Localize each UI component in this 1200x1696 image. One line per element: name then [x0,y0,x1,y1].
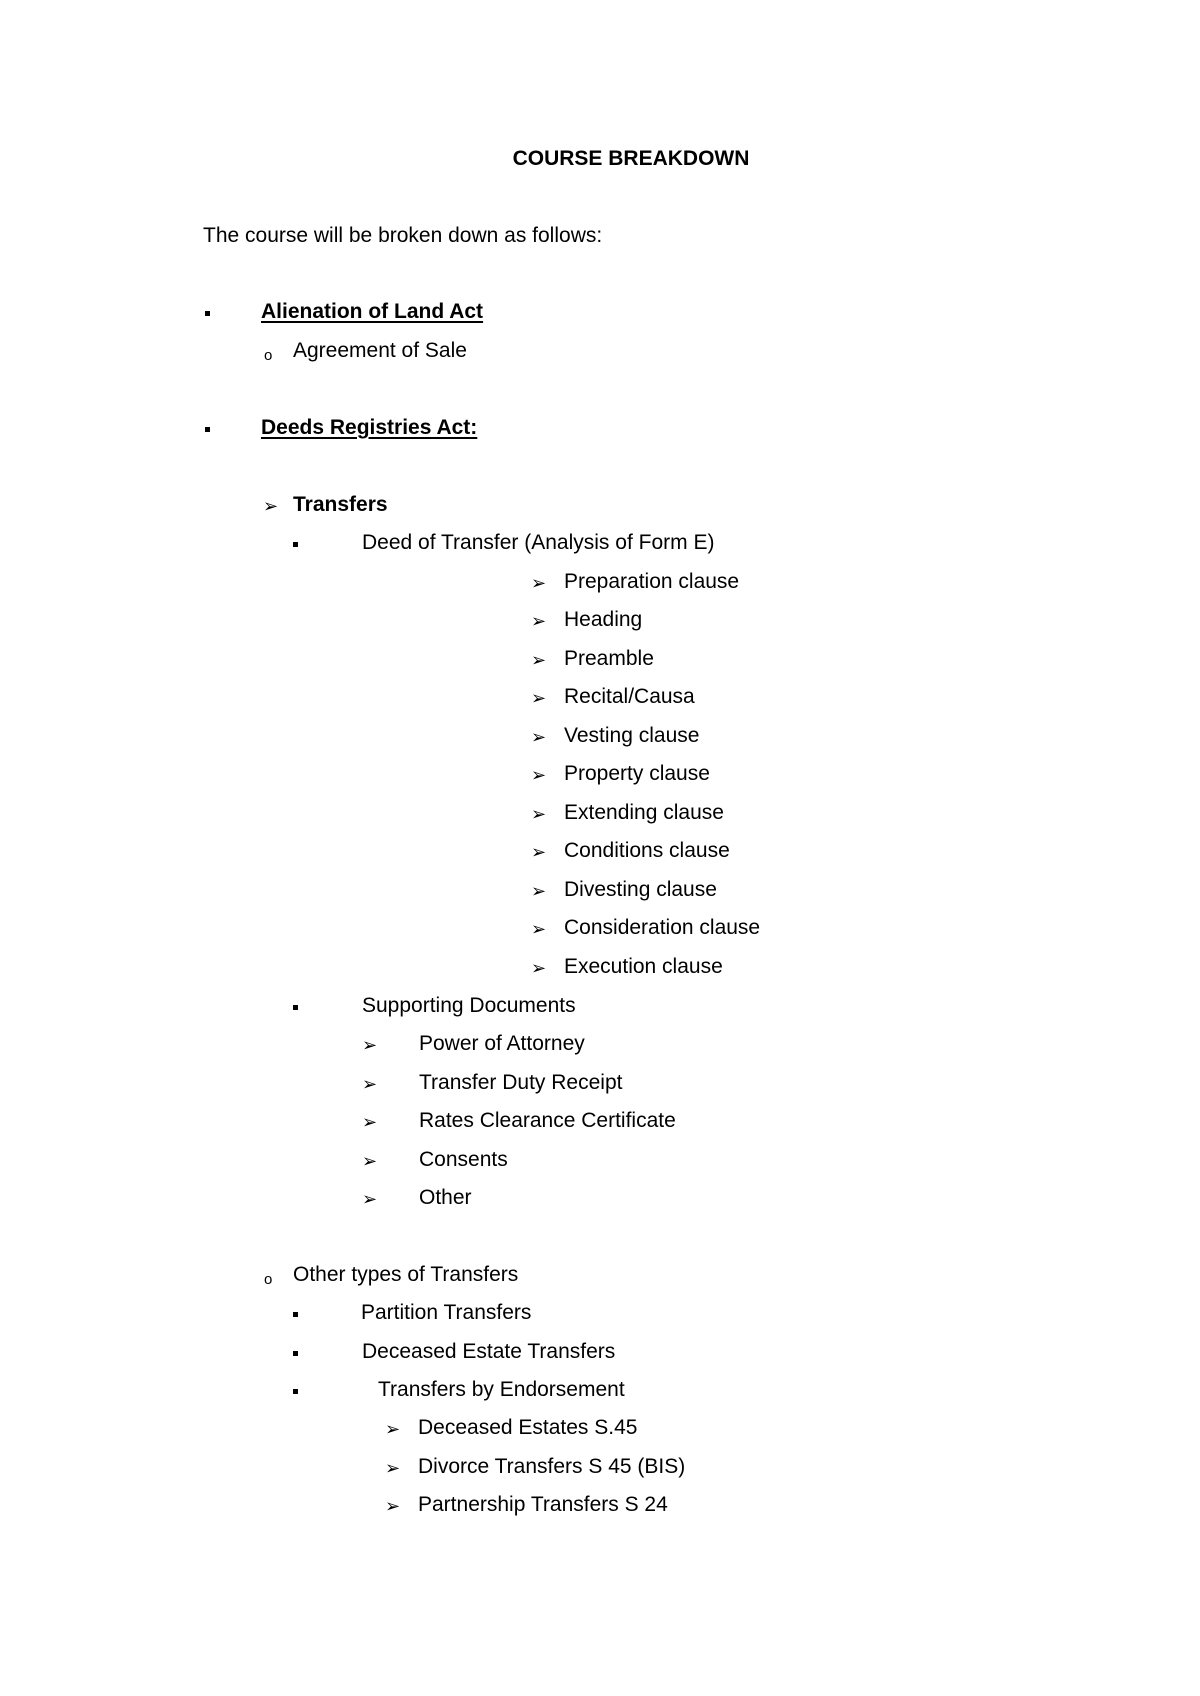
clause-item: Preamble [564,647,654,670]
clause-item: Execution clause [564,955,723,978]
clause-item: Vesting clause [564,724,700,747]
square-bullet-icon [293,542,298,547]
arrow-bullet-icon: ➢ [531,842,547,862]
clause-item: Heading [564,608,643,631]
page-title: COURSE BREAKDOWN [512,147,750,170]
arrow-bullet-icon: ➢ [531,804,547,824]
other-type-item: Deceased Estate Transfers [362,1340,616,1363]
circle-bullet-icon: o [264,347,273,364]
supporting-doc-item: Rates Clearance Certificate [419,1109,676,1132]
square-bullet-icon [293,1351,298,1356]
deed-of-transfer-label: Deed of Transfer (Analysis of Form E) [362,531,715,554]
clause-item: Consideration clause [564,916,761,939]
square-bullet-icon [293,1312,298,1317]
arrow-bullet-icon: ➢ [531,611,547,631]
arrow-bullet-icon: ➢ [531,688,547,708]
arrow-bullet-icon: ➢ [362,1112,378,1132]
arrow-bullet-icon: ➢ [531,727,547,747]
square-bullet-icon [293,1005,298,1010]
arrow-bullet-icon: ➢ [362,1189,378,1209]
clause-item: Property clause [564,762,710,785]
arrow-bullet-icon: ➢ [263,496,279,516]
arrow-bullet-icon: ➢ [385,1496,401,1516]
other-types-label: Other types of Transfers [293,1263,519,1286]
arrow-bullet-icon: ➢ [531,765,547,785]
arrow-bullet-icon: ➢ [531,573,547,593]
square-bullet-icon [205,311,210,316]
square-bullet-icon [205,427,210,432]
other-type-item: Partition Transfers [361,1301,532,1324]
supporting-doc-item: Consents [419,1148,508,1171]
supporting-doc-item: Transfer Duty Receipt [419,1071,623,1094]
list-item: Agreement of Sale [293,339,467,362]
supporting-documents-label: Supporting Documents [362,994,576,1017]
clause-item: Divesting clause [564,878,717,901]
arrow-bullet-icon: ➢ [385,1458,401,1478]
square-bullet-icon [293,1389,298,1394]
arrow-bullet-icon: ➢ [531,919,547,939]
clause-item: Recital/Causa [564,685,695,708]
clause-item: Extending clause [564,801,724,824]
supporting-doc-item: Power of Attorney [419,1032,585,1055]
arrow-bullet-icon: ➢ [362,1074,378,1094]
arrow-bullet-icon: ➢ [362,1035,378,1055]
other-type-item: Transfers by Endorsement [378,1378,625,1401]
section-heading-deeds: Deeds Registries Act: [261,416,478,439]
clause-item: Conditions clause [564,839,730,862]
arrow-bullet-icon: ➢ [385,1419,401,1439]
section-heading-alienation: Alienation of Land Act [261,300,484,323]
intro-text: The course will be broken down as follows: [203,224,603,247]
arrow-bullet-icon: ➢ [531,958,547,978]
subsection-transfers: Transfers [293,493,388,516]
arrow-bullet-icon: ➢ [531,650,547,670]
clause-item: Preparation clause [564,570,740,593]
arrow-bullet-icon: ➢ [531,881,547,901]
supporting-doc-item: Other [419,1186,472,1209]
endorsement-item: Partnership Transfers S 24 [418,1493,668,1516]
endorsement-item: Deceased Estates S.45 [418,1416,638,1439]
endorsement-item: Divorce Transfers S 45 (BIS) [418,1455,686,1478]
circle-bullet-icon: o [264,1271,273,1288]
arrow-bullet-icon: ➢ [362,1151,378,1171]
